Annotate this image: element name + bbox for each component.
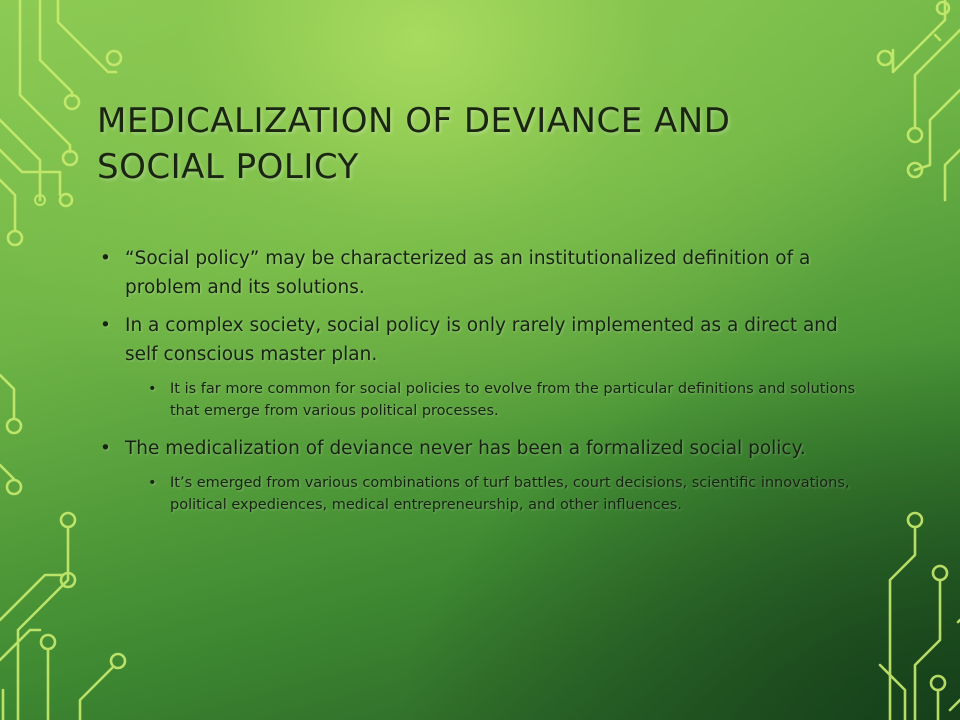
sub-bullet-text: It is far more common for social policies to evolve from the particular definitions and solutions that emerge from various political processes.	[170, 381, 856, 419]
bullet-text: In a complex society, social policy is only rarely implemented as a direct and self conscious master plan.	[125, 315, 838, 365]
bullet-icon: •	[100, 315, 111, 336]
bullet-icon: •	[148, 475, 157, 491]
sub-bullet-item	[148, 378, 860, 422]
bullet-list	[100, 244, 860, 528]
bullet-text: The medicalization of deviance never has been a formalized social policy.	[125, 438, 806, 459]
bullet-icon: •	[148, 381, 157, 397]
bullet-item	[100, 244, 860, 302]
bullet-icon: •	[100, 438, 111, 459]
slide-title: MEDICALIZATION OF DEVIANCE AND SOCIAL POLICY	[97, 101, 731, 187]
bullet-text: “Social policy” may be characterized as an institutionalized definition of a problem and its solutions.	[125, 248, 811, 298]
sub-bullet-item	[148, 472, 860, 516]
bullet-item	[100, 434, 860, 463]
bullet-icon: •	[100, 248, 111, 269]
bullet-item	[100, 311, 860, 369]
sub-bullet-text: It’s emerged from various combinations of turf battles, court decisions, scientific innovations, political expediences, medical entrepreneurship, and other influences.	[170, 475, 850, 513]
